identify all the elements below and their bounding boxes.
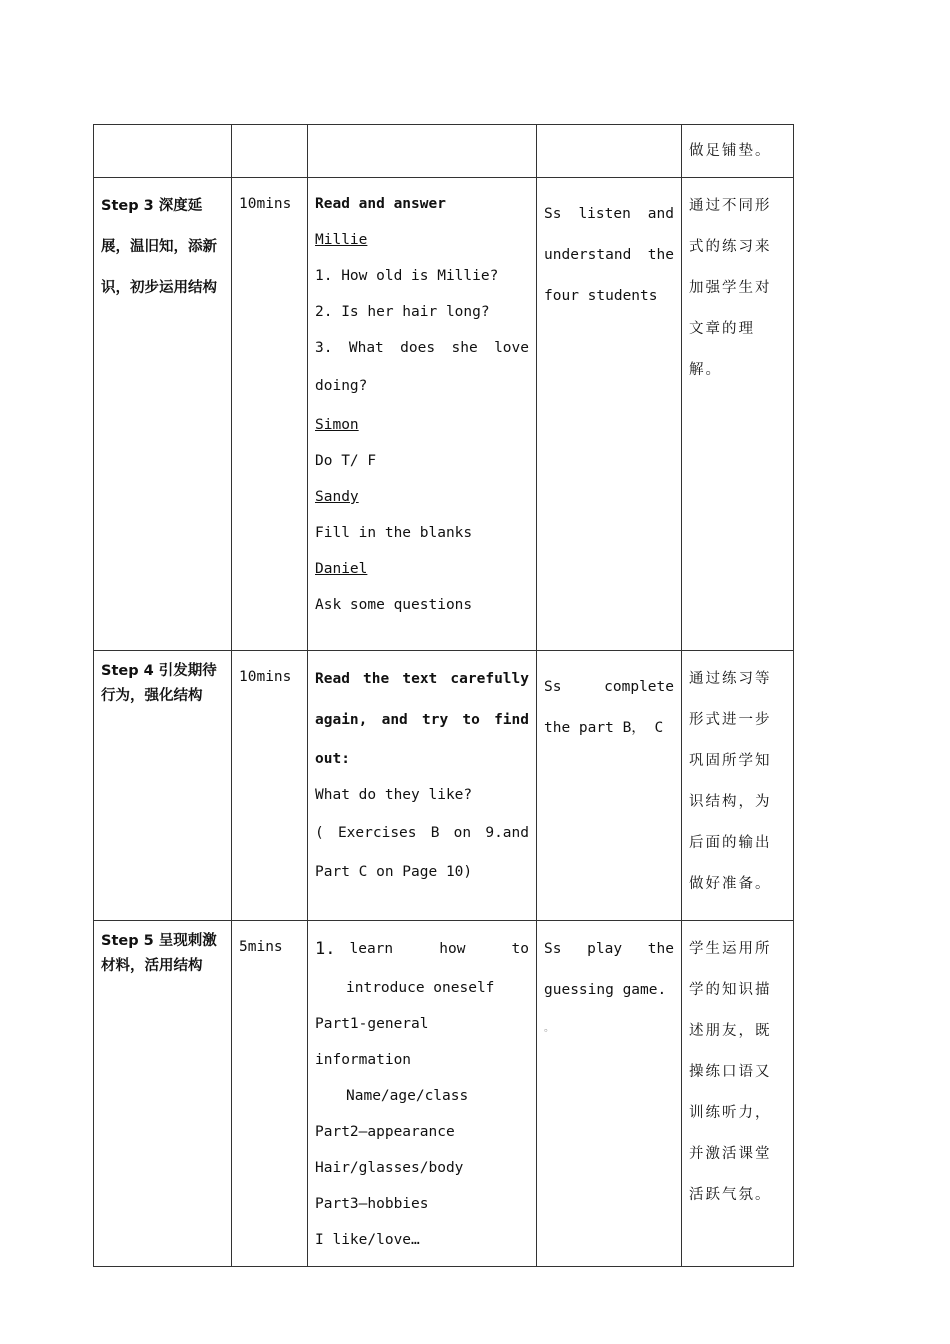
content-cell	[308, 651, 537, 921]
content-cell	[308, 921, 537, 1267]
time-cell	[232, 921, 308, 1267]
step-cell	[94, 921, 232, 1267]
content-line: Part3—hobbies	[315, 1196, 429, 1212]
item-number: 1.	[315, 939, 336, 959]
content-line: Hair/glasses/body	[315, 1160, 464, 1176]
activity-cell	[537, 178, 682, 651]
activity-cell	[537, 921, 682, 1267]
content-title: Read and answer	[315, 196, 446, 212]
content-line: What do they like?	[315, 787, 473, 803]
activity-cell	[537, 651, 682, 921]
table-row	[94, 125, 794, 178]
content-cell	[308, 125, 537, 178]
purpose-text: 通过不同形式的练习来加强学生对文章的理解。	[689, 198, 772, 378]
time-cell	[232, 651, 308, 921]
content-line: Read the text carefully	[315, 671, 529, 687]
activity-text: Ss listen and understand the four students	[544, 206, 674, 304]
content-line: Part C on Page 10)	[315, 864, 473, 880]
student-name-millie: Millie	[315, 232, 368, 248]
table-row	[94, 178, 794, 651]
step-label: Step 4 引发期待行为，强化结构	[101, 663, 217, 704]
step-label: Step 5 呈现刺激材料，活用结构	[101, 933, 217, 974]
activity-mark: 。	[544, 1023, 554, 1034]
numbered-item	[315, 929, 529, 970]
content-cell	[308, 178, 537, 651]
content-line: Part1-general information	[315, 1016, 429, 1068]
student-name-daniel: Daniel	[315, 561, 368, 577]
time-cell	[232, 125, 308, 178]
lesson-plan-table	[93, 124, 794, 1267]
content-line: I like/love…	[315, 1232, 420, 1248]
purpose-cell	[682, 921, 794, 1267]
time-label: 10mins	[239, 196, 292, 212]
purpose-cell	[682, 125, 794, 178]
purpose-text: 通过练习等形式进一步巩固所学知识结构，为后面的输出做好准备。	[689, 671, 772, 892]
table-row	[94, 651, 794, 921]
item-text-cont: introduce oneself	[346, 980, 495, 996]
task-sandy: Fill in the blanks	[315, 525, 473, 541]
question-2: 2. Is her hair long?	[315, 304, 490, 320]
activity-cell	[537, 125, 682, 178]
table-row	[94, 921, 794, 1267]
time-label: 10mins	[239, 669, 292, 685]
content-line: out:	[315, 751, 350, 767]
time-cell	[232, 178, 308, 651]
question-3-cont: doing?	[315, 378, 368, 394]
purpose-text: 做足铺垫。	[689, 143, 772, 159]
content-line: Name/age/class	[346, 1088, 469, 1104]
step-cell	[94, 125, 232, 178]
question-3: 3. What does she love	[315, 340, 529, 356]
task-daniel: Ask some questions	[315, 597, 473, 613]
task-simon: Do T/ F	[315, 453, 377, 469]
question-1: 1. How old is Millie?	[315, 268, 499, 284]
purpose-text: 学生运用所学的知识描述朋友，既操练口语又训练听力，并激活课堂活跃气氛。	[689, 941, 772, 1203]
content-line: again, and try to find	[315, 712, 529, 728]
student-name-sandy: Sandy	[315, 489, 359, 505]
student-name-simon: Simon	[315, 417, 359, 433]
step-cell	[94, 651, 232, 921]
purpose-cell	[682, 178, 794, 651]
time-label: 5mins	[239, 939, 283, 955]
content-line: ( Exercises B on 9.and	[315, 825, 529, 841]
activity-text: Ss play the guessing game.	[544, 941, 674, 998]
step-cell	[94, 178, 232, 651]
item-text: learn how to	[349, 941, 529, 957]
content-line: Part2—appearance	[315, 1124, 455, 1140]
purpose-cell	[682, 651, 794, 921]
step-label: Step 3 深度延展，温旧知，添新识，初步运用结构	[101, 198, 217, 296]
activity-text: Ss complete the part B， C	[544, 679, 674, 736]
